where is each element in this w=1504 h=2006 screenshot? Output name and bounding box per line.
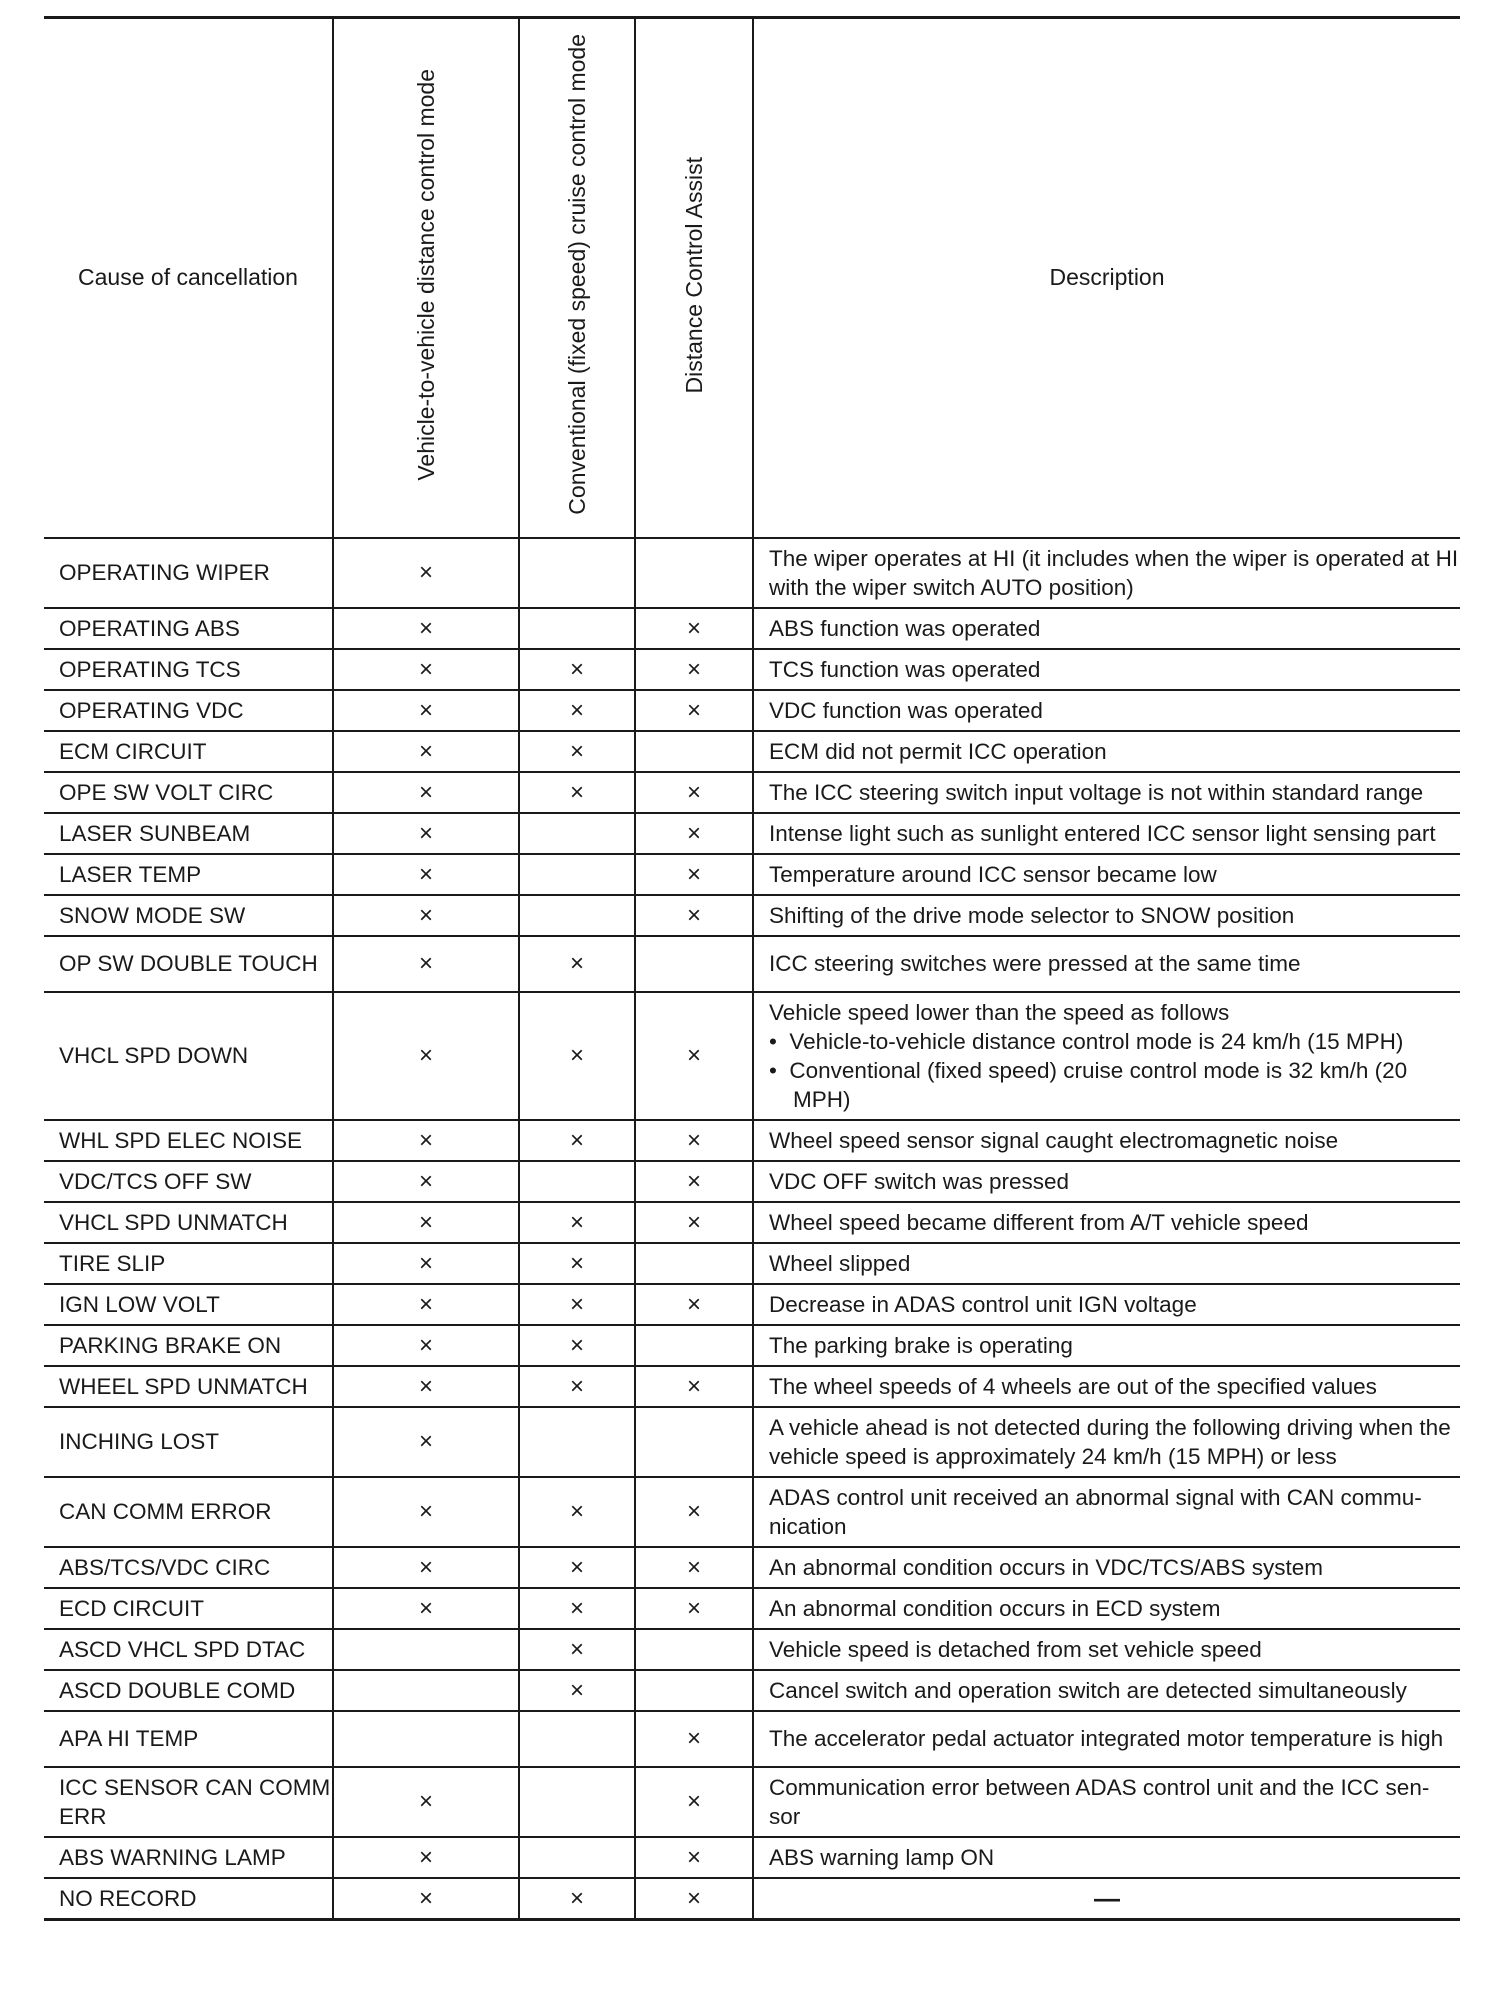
mode-mark-cell bbox=[635, 936, 753, 992]
header-mode-vehicle-distance bbox=[333, 18, 519, 538]
description-cell bbox=[753, 1711, 1460, 1767]
table-row bbox=[44, 772, 1460, 813]
description-cell bbox=[753, 936, 1460, 992]
mode-mark-cell: × bbox=[519, 1120, 635, 1161]
description-text: The accelerator pedal actuator integrated motor temperature is high bbox=[769, 1726, 1444, 1751]
mode-mark-cell: × bbox=[333, 772, 519, 813]
header-mode-vehicle-distance-label: Vehicle-to-vehicle distance control mode bbox=[412, 68, 439, 481]
table-row bbox=[44, 1767, 1460, 1837]
description-text: Wheel speed sensor signal caught electromagnetic noise bbox=[769, 1127, 1339, 1153]
mode-mark-cell bbox=[635, 1325, 753, 1366]
mode-mark-cell bbox=[333, 1629, 519, 1670]
mode-mark-cell: × bbox=[333, 1161, 519, 1202]
description-text: VDC function was operated bbox=[769, 697, 1043, 723]
mode-mark-cell bbox=[519, 538, 635, 608]
mode-mark-cell: × bbox=[519, 1202, 635, 1243]
cause-cell: ICC SENSOR CAN COMM ERR bbox=[44, 1767, 333, 1837]
description-text: The parking brake is operating bbox=[769, 1332, 1073, 1358]
mode-mark-cell: × bbox=[333, 1837, 519, 1878]
description-cell bbox=[753, 854, 1460, 895]
header-cause: Cause of cancellation bbox=[44, 18, 333, 538]
mode-mark-cell: × bbox=[635, 854, 753, 895]
header-row bbox=[44, 18, 1460, 538]
table-row bbox=[44, 1284, 1460, 1325]
table-row bbox=[44, 690, 1460, 731]
cancellation-table-container bbox=[44, 16, 1460, 1921]
description-bullet: • Conventional (fixed speed) cruise control mode is 32 km/h (20 MPH) bbox=[769, 1057, 1408, 1112]
description-cell bbox=[753, 1366, 1460, 1407]
cause-cell: LASER SUNBEAM bbox=[44, 813, 333, 854]
cause-cell: OPERATING VDC bbox=[44, 690, 333, 731]
mode-mark-cell: × bbox=[333, 1407, 519, 1477]
mode-mark-cell: × bbox=[635, 813, 753, 854]
table-row bbox=[44, 813, 1460, 854]
mode-mark-cell: × bbox=[635, 1477, 753, 1547]
description-text: ICC steering switches were pressed at the same time bbox=[769, 951, 1301, 976]
description-text: The ICC steering switch input voltage is not within standard range bbox=[769, 779, 1424, 805]
mode-mark-cell: × bbox=[635, 1284, 753, 1325]
mode-mark-cell bbox=[519, 608, 635, 649]
mode-mark-cell: × bbox=[635, 649, 753, 690]
cause-cell: ECM CIRCUIT bbox=[44, 731, 333, 772]
description-cell bbox=[753, 813, 1460, 854]
cause-cell: NO RECORD bbox=[44, 1878, 333, 1920]
description-cell bbox=[753, 649, 1460, 690]
no-description-dash: — bbox=[1094, 1882, 1120, 1913]
description-cell bbox=[753, 690, 1460, 731]
description-text: ABS warning lamp ON bbox=[769, 1844, 995, 1870]
mode-mark-cell bbox=[333, 1711, 519, 1767]
header-mode-conventional-cruise bbox=[519, 18, 635, 538]
mode-mark-cell: × bbox=[635, 1161, 753, 1202]
description-cell bbox=[753, 538, 1460, 608]
description-text: Decrease in ADAS control unit IGN voltage bbox=[769, 1291, 1197, 1317]
table-row bbox=[44, 1878, 1460, 1920]
cause-cell: LASER TEMP bbox=[44, 854, 333, 895]
mode-mark-cell: × bbox=[519, 731, 635, 772]
description-text: Intense light such as sunlight entered ICC sensor light sensing part bbox=[769, 820, 1436, 846]
table-row bbox=[44, 1588, 1460, 1629]
description-text: VDC OFF switch was pressed bbox=[769, 1168, 1070, 1194]
description-text: The wheel speeds of 4 wheels are out of the specified values bbox=[769, 1373, 1377, 1399]
description-text: Shifting of the drive mode selector to SNOW position bbox=[769, 902, 1295, 928]
header-mode-distance-control-assist-label: Distance Control Assist bbox=[680, 156, 707, 393]
cause-cell: INCHING LOST bbox=[44, 1407, 333, 1477]
description-text: A vehicle ahead is not detected during the following driving when the vehicle speed is approximately 24 km/h (15 MPH) or less bbox=[769, 1414, 1451, 1469]
table-body bbox=[44, 538, 1460, 1920]
table-row bbox=[44, 1366, 1460, 1407]
mode-mark-cell: × bbox=[333, 1325, 519, 1366]
description-cell bbox=[753, 1588, 1460, 1629]
cause-cell: TIRE SLIP bbox=[44, 1243, 333, 1284]
cause-cell: OP SW DOUBLE TOUCH bbox=[44, 936, 333, 992]
mode-mark-cell: × bbox=[635, 1120, 753, 1161]
description-text: Communication error between ADAS control unit and the ICC sen-sor bbox=[769, 1774, 1430, 1829]
description-cell bbox=[753, 1670, 1460, 1711]
mode-mark-cell: × bbox=[519, 1878, 635, 1920]
mode-mark-cell: × bbox=[635, 992, 753, 1120]
table-row bbox=[44, 1711, 1460, 1767]
mode-mark-cell bbox=[519, 1711, 635, 1767]
mode-mark-cell bbox=[635, 1407, 753, 1477]
mode-mark-cell: × bbox=[333, 1243, 519, 1284]
description-text: ABS function was operated bbox=[769, 615, 1041, 641]
mode-mark-cell: × bbox=[333, 1284, 519, 1325]
cause-cell: IGN LOW VOLT bbox=[44, 1284, 333, 1325]
mode-mark-cell: × bbox=[519, 772, 635, 813]
mode-mark-cell: × bbox=[635, 1837, 753, 1878]
description-text: Cancel switch and operation switch are detected simultaneously bbox=[769, 1677, 1407, 1703]
mode-mark-cell: × bbox=[333, 813, 519, 854]
description-text: ECM did not permit ICC operation bbox=[769, 738, 1107, 764]
cause-cell: APA HI TEMP bbox=[44, 1711, 333, 1767]
header-mode-conventional-cruise-label: Conventional (fixed speed) cruise control mode bbox=[563, 34, 590, 516]
cause-cell: OPERATING ABS bbox=[44, 608, 333, 649]
cause-cell: OPERATING WIPER bbox=[44, 538, 333, 608]
mode-mark-cell bbox=[635, 1243, 753, 1284]
description-cell bbox=[753, 608, 1460, 649]
cause-cell: PARKING BRAKE ON bbox=[44, 1325, 333, 1366]
table-row bbox=[44, 731, 1460, 772]
mode-mark-cell: × bbox=[519, 1477, 635, 1547]
cancellation-cause-table bbox=[44, 16, 1460, 1921]
description-cell bbox=[753, 1202, 1460, 1243]
description-text: Wheel speed became different from A/T vehicle speed bbox=[769, 1209, 1309, 1235]
mode-mark-cell: × bbox=[333, 1547, 519, 1588]
table-row bbox=[44, 895, 1460, 936]
description-text: An abnormal condition occurs in ECD system bbox=[769, 1595, 1221, 1621]
mode-mark-cell: × bbox=[333, 1202, 519, 1243]
mode-mark-cell: × bbox=[635, 690, 753, 731]
table-row bbox=[44, 1202, 1460, 1243]
table-header bbox=[44, 18, 1460, 538]
description-text: Temperature around ICC sensor became low bbox=[769, 861, 1217, 887]
mode-mark-cell: × bbox=[519, 1588, 635, 1629]
description-cell bbox=[753, 1243, 1460, 1284]
table-row bbox=[44, 1629, 1460, 1670]
mode-mark-cell: × bbox=[635, 1711, 753, 1767]
mode-mark-cell: × bbox=[519, 992, 635, 1120]
mode-mark-cell: × bbox=[635, 895, 753, 936]
description-cell bbox=[753, 1407, 1460, 1477]
description-cell bbox=[753, 1837, 1460, 1878]
cause-cell: ASCD VHCL SPD DTAC bbox=[44, 1629, 333, 1670]
table-row bbox=[44, 1243, 1460, 1284]
cause-cell: VDC/TCS OFF SW bbox=[44, 1161, 333, 1202]
mode-mark-cell: × bbox=[519, 1670, 635, 1711]
mode-mark-cell: × bbox=[635, 1366, 753, 1407]
description-cell bbox=[753, 1284, 1460, 1325]
cause-cell: OPE SW VOLT CIRC bbox=[44, 772, 333, 813]
mode-mark-cell bbox=[519, 854, 635, 895]
table-row bbox=[44, 1477, 1460, 1547]
mode-mark-cell: × bbox=[333, 538, 519, 608]
mode-mark-cell bbox=[635, 731, 753, 772]
table-row bbox=[44, 1670, 1460, 1711]
cause-cell: ABS WARNING LAMP bbox=[44, 1837, 333, 1878]
mode-mark-cell bbox=[333, 1670, 519, 1711]
mode-mark-cell bbox=[519, 1407, 635, 1477]
cause-cell: VHCL SPD DOWN bbox=[44, 992, 333, 1120]
cause-cell: ASCD DOUBLE COMD bbox=[44, 1670, 333, 1711]
description-cell bbox=[753, 992, 1460, 1120]
mode-mark-cell: × bbox=[519, 1325, 635, 1366]
header-description: Description bbox=[753, 18, 1460, 538]
cause-cell: ECD CIRCUIT bbox=[44, 1588, 333, 1629]
mode-mark-cell: × bbox=[519, 690, 635, 731]
mode-mark-cell: × bbox=[333, 1366, 519, 1407]
mode-mark-cell: × bbox=[635, 608, 753, 649]
mode-mark-cell: × bbox=[333, 690, 519, 731]
cause-cell: CAN COMM ERROR bbox=[44, 1477, 333, 1547]
table-row bbox=[44, 608, 1460, 649]
table-row bbox=[44, 1407, 1460, 1477]
description-cell bbox=[753, 1325, 1460, 1366]
mode-mark-cell: × bbox=[635, 772, 753, 813]
cause-cell: WHEEL SPD UNMATCH bbox=[44, 1366, 333, 1407]
mode-mark-cell: × bbox=[519, 936, 635, 992]
mode-mark-cell bbox=[635, 538, 753, 608]
cause-cell: VHCL SPD UNMATCH bbox=[44, 1202, 333, 1243]
mode-mark-cell: × bbox=[635, 1547, 753, 1588]
mode-mark-cell: × bbox=[333, 1477, 519, 1547]
mode-mark-cell: × bbox=[333, 1588, 519, 1629]
table-row bbox=[44, 1837, 1460, 1878]
description-text: Vehicle speed lower than the speed as follows bbox=[769, 999, 1230, 1025]
mode-mark-cell bbox=[635, 1670, 753, 1711]
mode-mark-cell: × bbox=[333, 936, 519, 992]
mode-mark-cell: × bbox=[333, 608, 519, 649]
table-row bbox=[44, 854, 1460, 895]
mode-mark-cell: × bbox=[635, 1202, 753, 1243]
mode-mark-cell bbox=[519, 1161, 635, 1202]
description-text: ADAS control unit received an abnormal signal with CAN commu-nication bbox=[769, 1484, 1422, 1539]
mode-mark-cell bbox=[519, 1767, 635, 1837]
mode-mark-cell: × bbox=[333, 731, 519, 772]
header-mode-distance-control-assist bbox=[635, 18, 753, 538]
mode-mark-cell: × bbox=[519, 1629, 635, 1670]
mode-mark-cell: × bbox=[519, 1366, 635, 1407]
description-text: The wiper operates at HI (it includes when the wiper is operated at HI with the wiper switch AUTO position) bbox=[769, 545, 1459, 600]
mode-mark-cell: × bbox=[519, 649, 635, 690]
table-row bbox=[44, 1547, 1460, 1588]
cause-cell: WHL SPD ELEC NOISE bbox=[44, 1120, 333, 1161]
table-row bbox=[44, 936, 1460, 992]
description-cell bbox=[753, 1161, 1460, 1202]
mode-mark-cell: × bbox=[635, 1588, 753, 1629]
mode-mark-cell: × bbox=[519, 1243, 635, 1284]
mode-mark-cell: × bbox=[333, 1878, 519, 1920]
table-row bbox=[44, 649, 1460, 690]
mode-mark-cell: × bbox=[333, 649, 519, 690]
description-cell bbox=[753, 1547, 1460, 1588]
mode-mark-cell: × bbox=[333, 1767, 519, 1837]
mode-mark-cell bbox=[519, 1837, 635, 1878]
table-row bbox=[44, 538, 1460, 608]
mode-mark-cell: × bbox=[333, 895, 519, 936]
mode-mark-cell: × bbox=[333, 854, 519, 895]
table-row bbox=[44, 1325, 1460, 1366]
description-cell bbox=[753, 1120, 1460, 1161]
description-cell bbox=[753, 772, 1460, 813]
table-row bbox=[44, 992, 1460, 1120]
description-cell bbox=[753, 1629, 1460, 1670]
cause-cell: SNOW MODE SW bbox=[44, 895, 333, 936]
description-cell bbox=[753, 1477, 1460, 1547]
description-text: Vehicle speed is detached from set vehicle speed bbox=[769, 1636, 1262, 1662]
table-row bbox=[44, 1120, 1460, 1161]
mode-mark-cell bbox=[635, 1629, 753, 1670]
description-bullet: • Vehicle-to-vehicle distance control mode is 24 km/h (15 MPH) bbox=[769, 1028, 1404, 1054]
table-row bbox=[44, 1161, 1460, 1202]
description-cell bbox=[753, 1878, 1460, 1920]
description-text: Wheel slipped bbox=[769, 1250, 911, 1276]
mode-mark-cell: × bbox=[519, 1284, 635, 1325]
cause-cell: OPERATING TCS bbox=[44, 649, 333, 690]
mode-mark-cell: × bbox=[519, 1547, 635, 1588]
description-text: TCS function was operated bbox=[769, 656, 1041, 682]
mode-mark-cell bbox=[519, 895, 635, 936]
mode-mark-cell: × bbox=[635, 1878, 753, 1920]
mode-mark-cell: × bbox=[635, 1767, 753, 1837]
mode-mark-cell: × bbox=[333, 992, 519, 1120]
description-cell bbox=[753, 895, 1460, 936]
description-text: An abnormal condition occurs in VDC/TCS/ABS system bbox=[769, 1554, 1323, 1580]
mode-mark-cell bbox=[519, 813, 635, 854]
description-cell bbox=[753, 1767, 1460, 1837]
description-cell bbox=[753, 731, 1460, 772]
cause-cell: ABS/TCS/VDC CIRC bbox=[44, 1547, 333, 1588]
mode-mark-cell: × bbox=[333, 1120, 519, 1161]
